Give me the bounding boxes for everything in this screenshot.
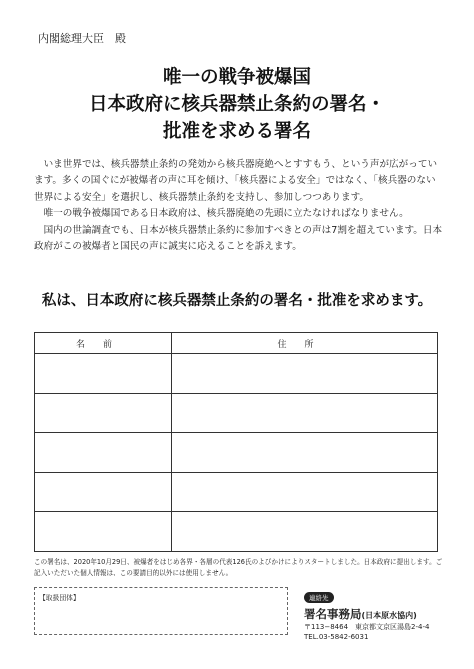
address-cell[interactable] [172,393,438,433]
petition-title [0,64,474,145]
body-paragraph: いま世界では、核兵器禁止条約の発効から核兵器廃絶へとすすもう、という声が広がっています。多くの国ぐにが被爆者の声に耳を傾け、「核兵器による安全」ではなく、「核兵器のない世界による安全」を選択し、核兵器禁止条約を支持し、参加しつつあります。 [34,159,438,203]
contact-org-name: 署名事務局 [304,607,362,621]
contact-block [304,585,454,642]
contact-organization [304,606,454,622]
signature-table [34,332,438,552]
name-cell[interactable] [35,472,172,512]
address-cell[interactable] [172,472,438,512]
contact-badge: 連絡先 [304,592,334,603]
title-line-2: 日本政府に核兵器禁止条約の署名・ [88,94,385,115]
name-cell[interactable] [35,512,172,552]
contact-phone: TEL.03-5842-6031 [304,633,369,641]
contact-address: 〒113−8464 東京都文京区湯島2-4-4 [304,623,430,631]
signature-row [35,512,438,552]
name-cell[interactable] [35,433,172,473]
title-line-1: 唯一の戦争被爆国 [162,67,311,88]
address-cell[interactable] [172,512,438,552]
body-paragraph: 唯一の戦争被爆国である日本政府は、核兵器廃絶の先頭に立たなければなりません。 [43,208,409,220]
name-cell[interactable] [35,354,172,394]
appeal-statement: 私は、日本政府に核兵器禁止条約の署名・批准を求めます。 [41,293,433,309]
name-cell[interactable] [35,393,172,433]
handling-organization-label: 【取扱団体】 [39,594,80,602]
signature-row [35,354,438,394]
address-cell[interactable] [172,433,438,473]
contact-org-sub: (日本原水協内) [361,611,417,620]
footnote: この署名は、2020年10月29日、被爆者をはじめ各界・各層の代表126氏のよびかけによりスタートしました。日本政府に提出します。ご記入いただいた個人情報は、この要請目的以外には使用しません。 [34,558,443,577]
name-column-header: 名前 [35,333,172,354]
address-column-header: 住所 [172,333,438,354]
signature-row [35,433,438,473]
addressee: 内閣総理大臣 殿 [38,32,126,45]
petition-body [34,157,444,255]
signature-row [35,393,438,433]
body-paragraph: 国内の世論調査でも、日本が核兵器禁止条約に参加すべきとの声は7割を超えています。日本政府がこの被爆者と国民の声に誠実に応えることを訴えます。 [34,224,443,253]
signature-row [35,472,438,512]
address-cell[interactable] [172,354,438,394]
handling-organization-box[interactable] [34,587,288,635]
title-line-3: 批准を求める署名 [162,121,311,142]
